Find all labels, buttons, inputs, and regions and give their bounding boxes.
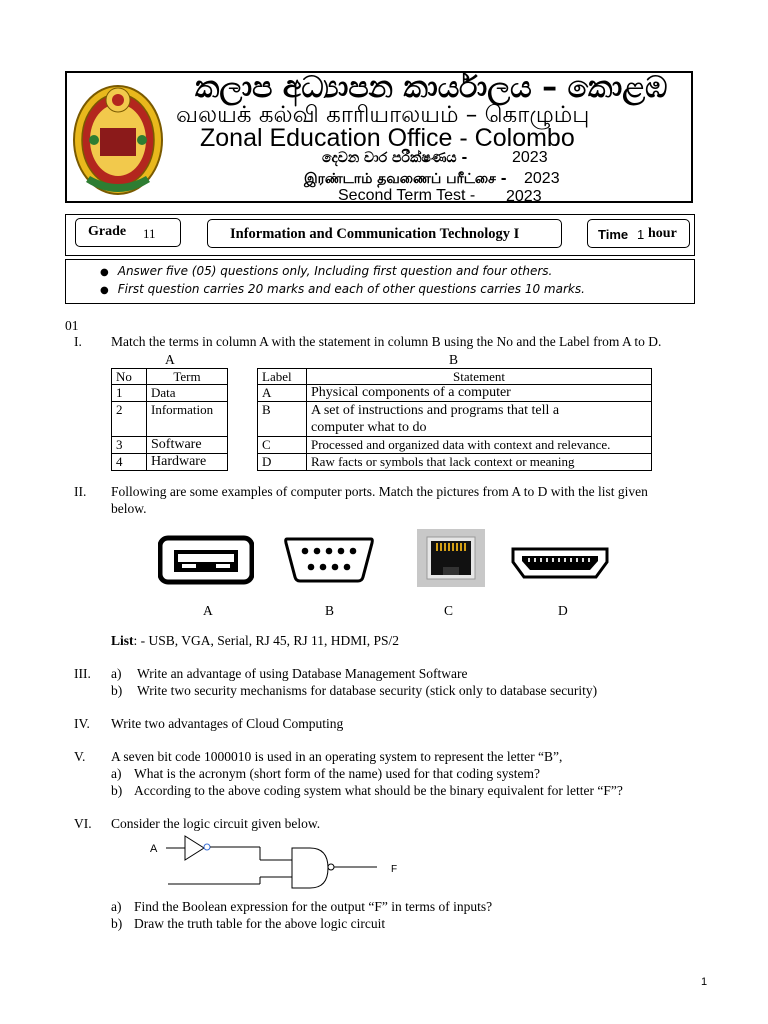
rj45-port-icon [417, 529, 485, 587]
question-number: 01 [65, 318, 79, 333]
tamil-test-label: இரண்டாம் தவணைப் பரீட்சை - [304, 171, 507, 187]
logic-circuit-diagram [160, 832, 380, 892]
q6-a-label: a) [111, 899, 122, 914]
table-a-header-term: Term [147, 369, 228, 385]
subject-title: Information and Communication Technology I [230, 226, 520, 242]
sinhala-title: කලාප අධ්‍යාපන කාර්යාලය – කොළඹ [195, 70, 668, 105]
table-row [112, 402, 228, 437]
q5-text: A seven bit code 1000010 is used in an operating system to represent the letter “B”, [111, 749, 563, 764]
table-b-cell-statement: Physical components of a computer [307, 385, 652, 402]
table-a-cell-no: 3 [112, 437, 147, 454]
instruction-1-text: Answer five (05) questions only, Including first question and four others. [117, 264, 553, 278]
port-list-label: List [111, 633, 134, 648]
grade-box [75, 218, 181, 247]
q5-a-label: a) [111, 766, 122, 781]
q4-text: Write two advantages of Cloud Computing [111, 716, 344, 731]
q5-b-label: b) [111, 783, 123, 798]
table-b-cell-label: D [258, 454, 307, 471]
table-a [111, 368, 228, 471]
time-value: 1 [637, 227, 645, 242]
circuit-input-label: A [150, 843, 158, 855]
col-a-title: A [165, 352, 175, 367]
serial-port-icon [283, 533, 375, 585]
instruction-2: ● First question carries 20 marks and each of other questions carries 10 marks. [100, 282, 585, 296]
table-b [257, 368, 652, 471]
year-3: 2023 [506, 188, 542, 205]
q6-b-text: Draw the truth table for the above logic circuit [134, 916, 386, 931]
instruction-1: ● Answer five (05) questions only, Including first question and four others. [100, 264, 553, 278]
time-label: Time [598, 227, 629, 242]
table-b-cell-statement: Processed and organized data with context and relevance. [307, 437, 652, 454]
port-label-d: D [558, 603, 568, 618]
q5-b-text: According to the above coding system what should be the binary equivalent for letter “F”? [134, 783, 623, 798]
col-b-title: B [449, 352, 459, 367]
table-b-cell-statement: Raw facts or symbols that lack context or meaning [307, 454, 652, 471]
grade-value: 11 [143, 226, 156, 241]
q1-text: Match the terms in column A with the statement in column B using the No and the Label from A to D. [111, 334, 662, 349]
emblem-logo [70, 78, 166, 198]
q3-a-text: Write an advantage of using Database Management Software [137, 666, 468, 681]
subject-box [207, 219, 562, 248]
table-row [112, 437, 228, 454]
q1-number: I. [74, 334, 82, 349]
table-row [112, 385, 228, 402]
table-a-cell-term: Software [147, 437, 228, 454]
table-row [258, 402, 652, 437]
q3-a-label: a) [111, 666, 122, 681]
table-a-cell-term: Data [147, 385, 228, 402]
time-unit: hour [648, 226, 677, 241]
table-a-cell-term: Hardware [147, 454, 228, 471]
q6-text: Consider the logic circuit given below. [111, 816, 321, 831]
hdmi-port-icon [510, 546, 610, 580]
table-row [112, 454, 228, 471]
q3-b-label: b) [111, 683, 123, 698]
instruction-2-text: First question carries 20 marks and each of other questions carries 10 marks. [117, 282, 585, 296]
table-a-cell-no: 1 [112, 385, 147, 402]
q6-number: VI. [74, 816, 92, 831]
grade-label: Grade [88, 224, 127, 239]
table-b-cell-label: C [258, 437, 307, 454]
table-a-cell-no: 4 [112, 454, 147, 471]
port-label-c: C [444, 603, 454, 618]
table-b-cell-label: A [258, 385, 307, 402]
q2-number: II. [74, 484, 87, 499]
table-b-header-statement: Statement [307, 369, 652, 385]
table-row [258, 454, 652, 471]
q6-a-text: Find the Boolean expression for the output “F” in terms of inputs? [134, 899, 493, 914]
port-label-a: A [203, 603, 213, 618]
port-list-text: : - USB, VGA, Serial, RJ 45, RJ 11, HDMI, PS/2 [133, 633, 400, 648]
table-row [258, 437, 652, 454]
table-b-header-label: Label [258, 369, 307, 385]
table-a-header-no: No [112, 369, 147, 385]
page-number: 1 [701, 976, 708, 988]
q2-text-line1: Following are some examples of computer ports. Match the pictures from A to D with the list given [111, 484, 648, 499]
q6-b-label: b) [111, 916, 123, 931]
year-2: 2023 [524, 170, 560, 187]
english-test-label: Second Term Test - [338, 187, 476, 204]
time-box [587, 219, 690, 248]
q5-number: V. [74, 749, 86, 764]
q2-text-line2: below. [111, 501, 147, 516]
circuit-output-label: F [391, 864, 398, 875]
tamil-title: வலயக் கல்வி காரியாலயம் – கொழும்பு [176, 102, 590, 128]
table-a-cell-no: 2 [112, 402, 147, 437]
port-list [111, 633, 399, 649]
table-a-cell-term: Information [147, 402, 228, 437]
q5-a-text: What is the acronym (short form of the name) used for that coding system? [134, 766, 541, 781]
q3-number: III. [74, 666, 91, 681]
year-1: 2023 [512, 149, 548, 166]
usb-port-icon [158, 534, 254, 586]
table-b-cell-statement: A set of instructions and programs that tell a computer what to do [307, 402, 652, 437]
q3-b-text: Write two security mechanisms for database security (stick only to database security) [137, 683, 598, 698]
table-row [258, 385, 652, 402]
sinhala-test-label: දෙවන වාර පරීක්ෂණය - [322, 150, 468, 166]
english-title: Zonal Education Office - Colombo [200, 124, 575, 152]
port-label-b: B [325, 603, 335, 618]
q4-number: IV. [74, 716, 90, 731]
table-b-cell-label: B [258, 402, 307, 437]
